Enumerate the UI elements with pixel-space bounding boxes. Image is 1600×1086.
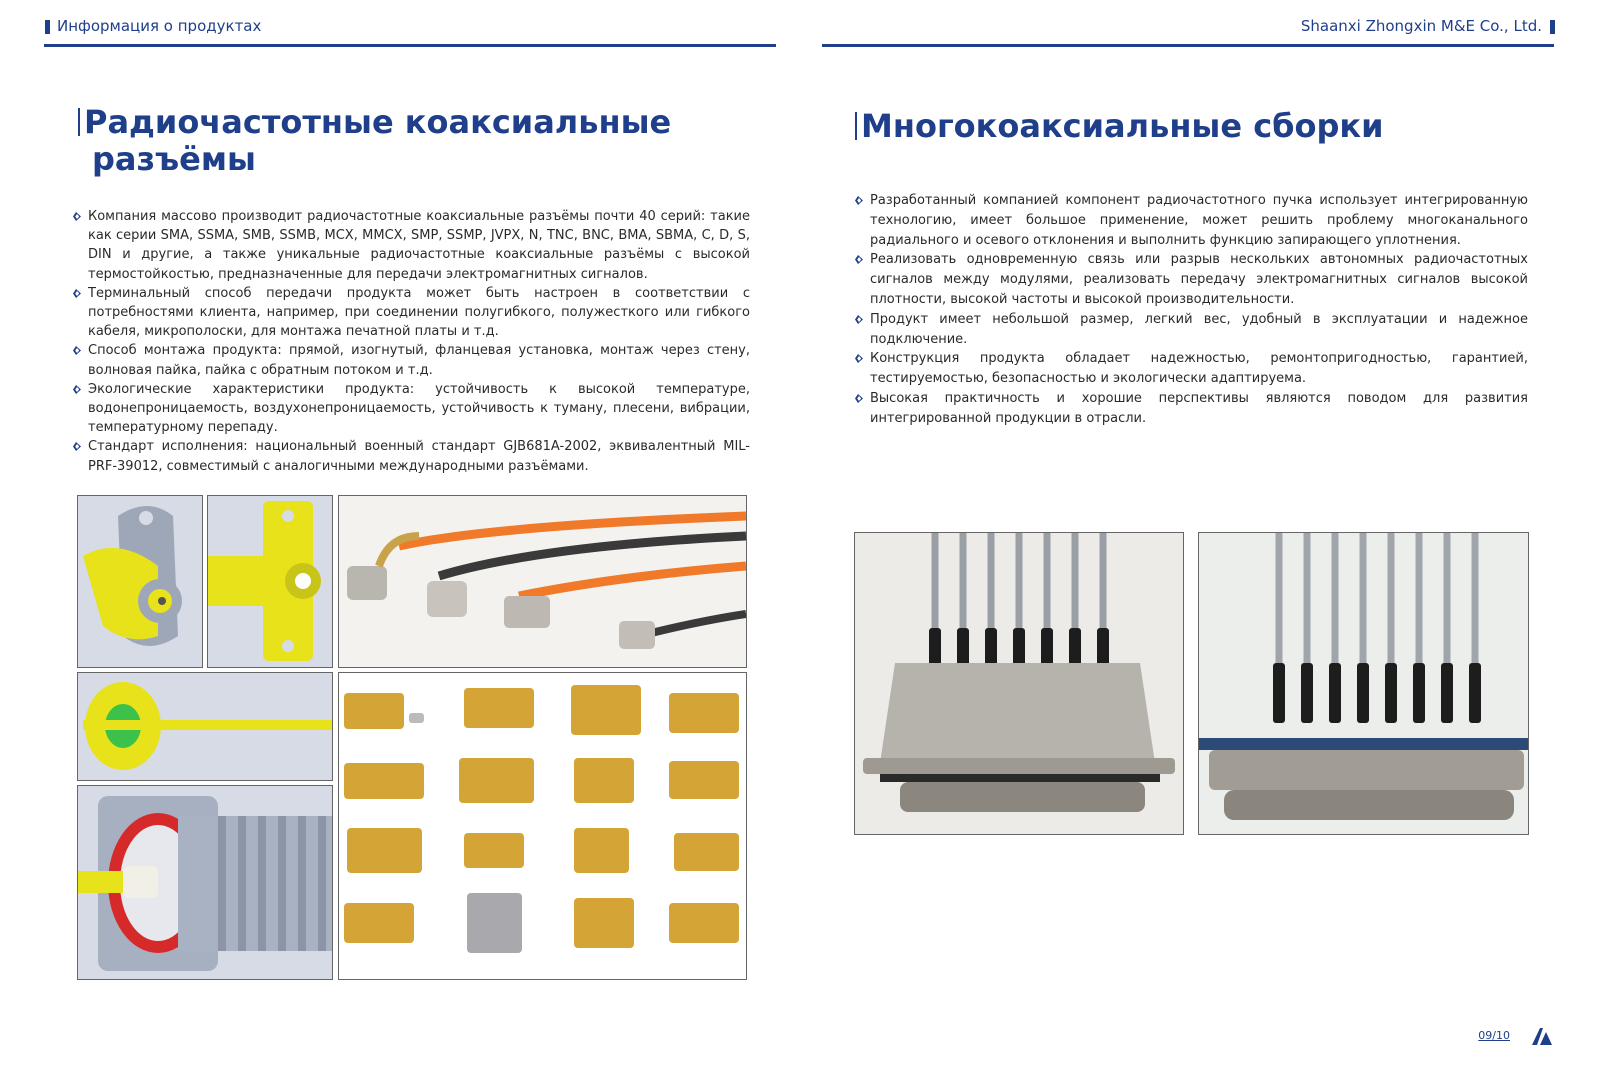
list-item: Экологические характеристики продукта: устойчивость к высокой температуре, водонепроницаемость, воздухонепроницаемость, устойчивость к туману, плесени, вибрации, температурному перепаду. [72,380,750,438]
list-item: Стандарт исполнения: национальный военный стандарт GJB681A-2002, эквивалентный MIL-PRF-39012, совместимый с аналогичными международными разъёмами. [72,437,750,475]
diamond-bullet-icon [72,345,82,356]
left-section-title [84,104,764,178]
list-item: Терминальный способ передачи продукта может быть настроен в соответствии с потребностями клиента, например, при соединении полугибкого, полужесткого или гибкого кабеля, микрополоски, для монтажа печатной платы и т.д. [72,284,750,342]
header-right-marker [1550,20,1555,34]
photo-multicoax-assembly-angled [1198,532,1529,835]
list-item: Компания массово производит радиочастотные коаксиальные разъёмы почти 40 серий: такие как серии SMA, SSMA, SMB, SSMB, MCX, MMCX, SMP, SSMP, JVPX, N, TNC, BNC, BMA, SBMA, C, D, S, DIN и другие, а также уникальные радиочастотные коаксиальные разъёмы с высокой термостойкостью, предназначенные для передачи электромагнитных сигналов. [72,207,750,284]
diamond-bullet-icon [72,211,82,222]
list-item: Продукт имеет небольшой размер, легкий вес, удобный в эксплуатации и надежное подключение. [854,310,1528,350]
right-bullet-list [854,191,1528,429]
diamond-bullet-icon [854,314,864,325]
diamond-bullet-icon [854,353,864,364]
page-number: 09/10 [1478,1029,1510,1042]
photo-3d-flange-connector [77,495,203,668]
header-left-marker [45,20,50,34]
list-item: Разработанный компанией компонент радиочастотного пучка использует интегрированную технологию, имеет большое применение, может решить проблему многоканального радиального и осевого отклонения и выполнить функцию запирающего уплотнения. [854,191,1528,250]
diamond-bullet-icon [72,441,82,452]
list-item: Реализовать одновременную связь или разрыв нескольких автономных радиочастотных сигналов между модулями, реализовать передачу электромагнитных сигналов высокой плотности, высокой частоты и высокой производительности. [854,250,1528,309]
header-section-title: Информация о продуктах [57,17,262,35]
photo-connector-catalog-grid [338,672,747,980]
right-section-title [861,108,1561,145]
diamond-bullet-icon [854,254,864,265]
list-item: Способ монтажа продукта: прямой, изогнутый, фланцевая установка, монтаж через стену, волновая пайка, пайка с обратным потоком и т.д. [72,341,750,379]
photo-multicoax-assembly-front [854,532,1184,835]
right-title-text: Многокоаксиальные сборки [861,107,1384,145]
diamond-bullet-icon [854,195,864,206]
diamond-bullet-icon [72,384,82,395]
photo-3d-panel-connector [207,495,333,668]
header-left-rule [44,44,776,47]
header-company-name: Shaanxi Zhongxin M&E Co., Ltd. [1300,17,1542,35]
left-bullet-list [72,207,750,476]
diamond-bullet-icon [72,288,82,299]
photo-cable-assemblies [338,495,747,668]
left-title-line-1: Радиочастотные коаксиальные [84,103,672,141]
photo-3d-threaded-connector [77,785,333,980]
list-item: Высокая практичность и хорошие перспективы являются поводом для развития интегрированной продукции в отрасли. [854,389,1528,429]
left-title-line-2: разъёмы [92,140,256,178]
header-right-rule [822,44,1554,47]
list-item: Конструкция продукта обладает надежностью, ремонтопригодностью, гарантией, тестируемостью, безопасностью и экологически адаптируема. [854,349,1528,389]
company-logo-icon [1530,1026,1554,1046]
diamond-bullet-icon [854,393,864,404]
photo-3d-feedthrough [77,672,333,781]
